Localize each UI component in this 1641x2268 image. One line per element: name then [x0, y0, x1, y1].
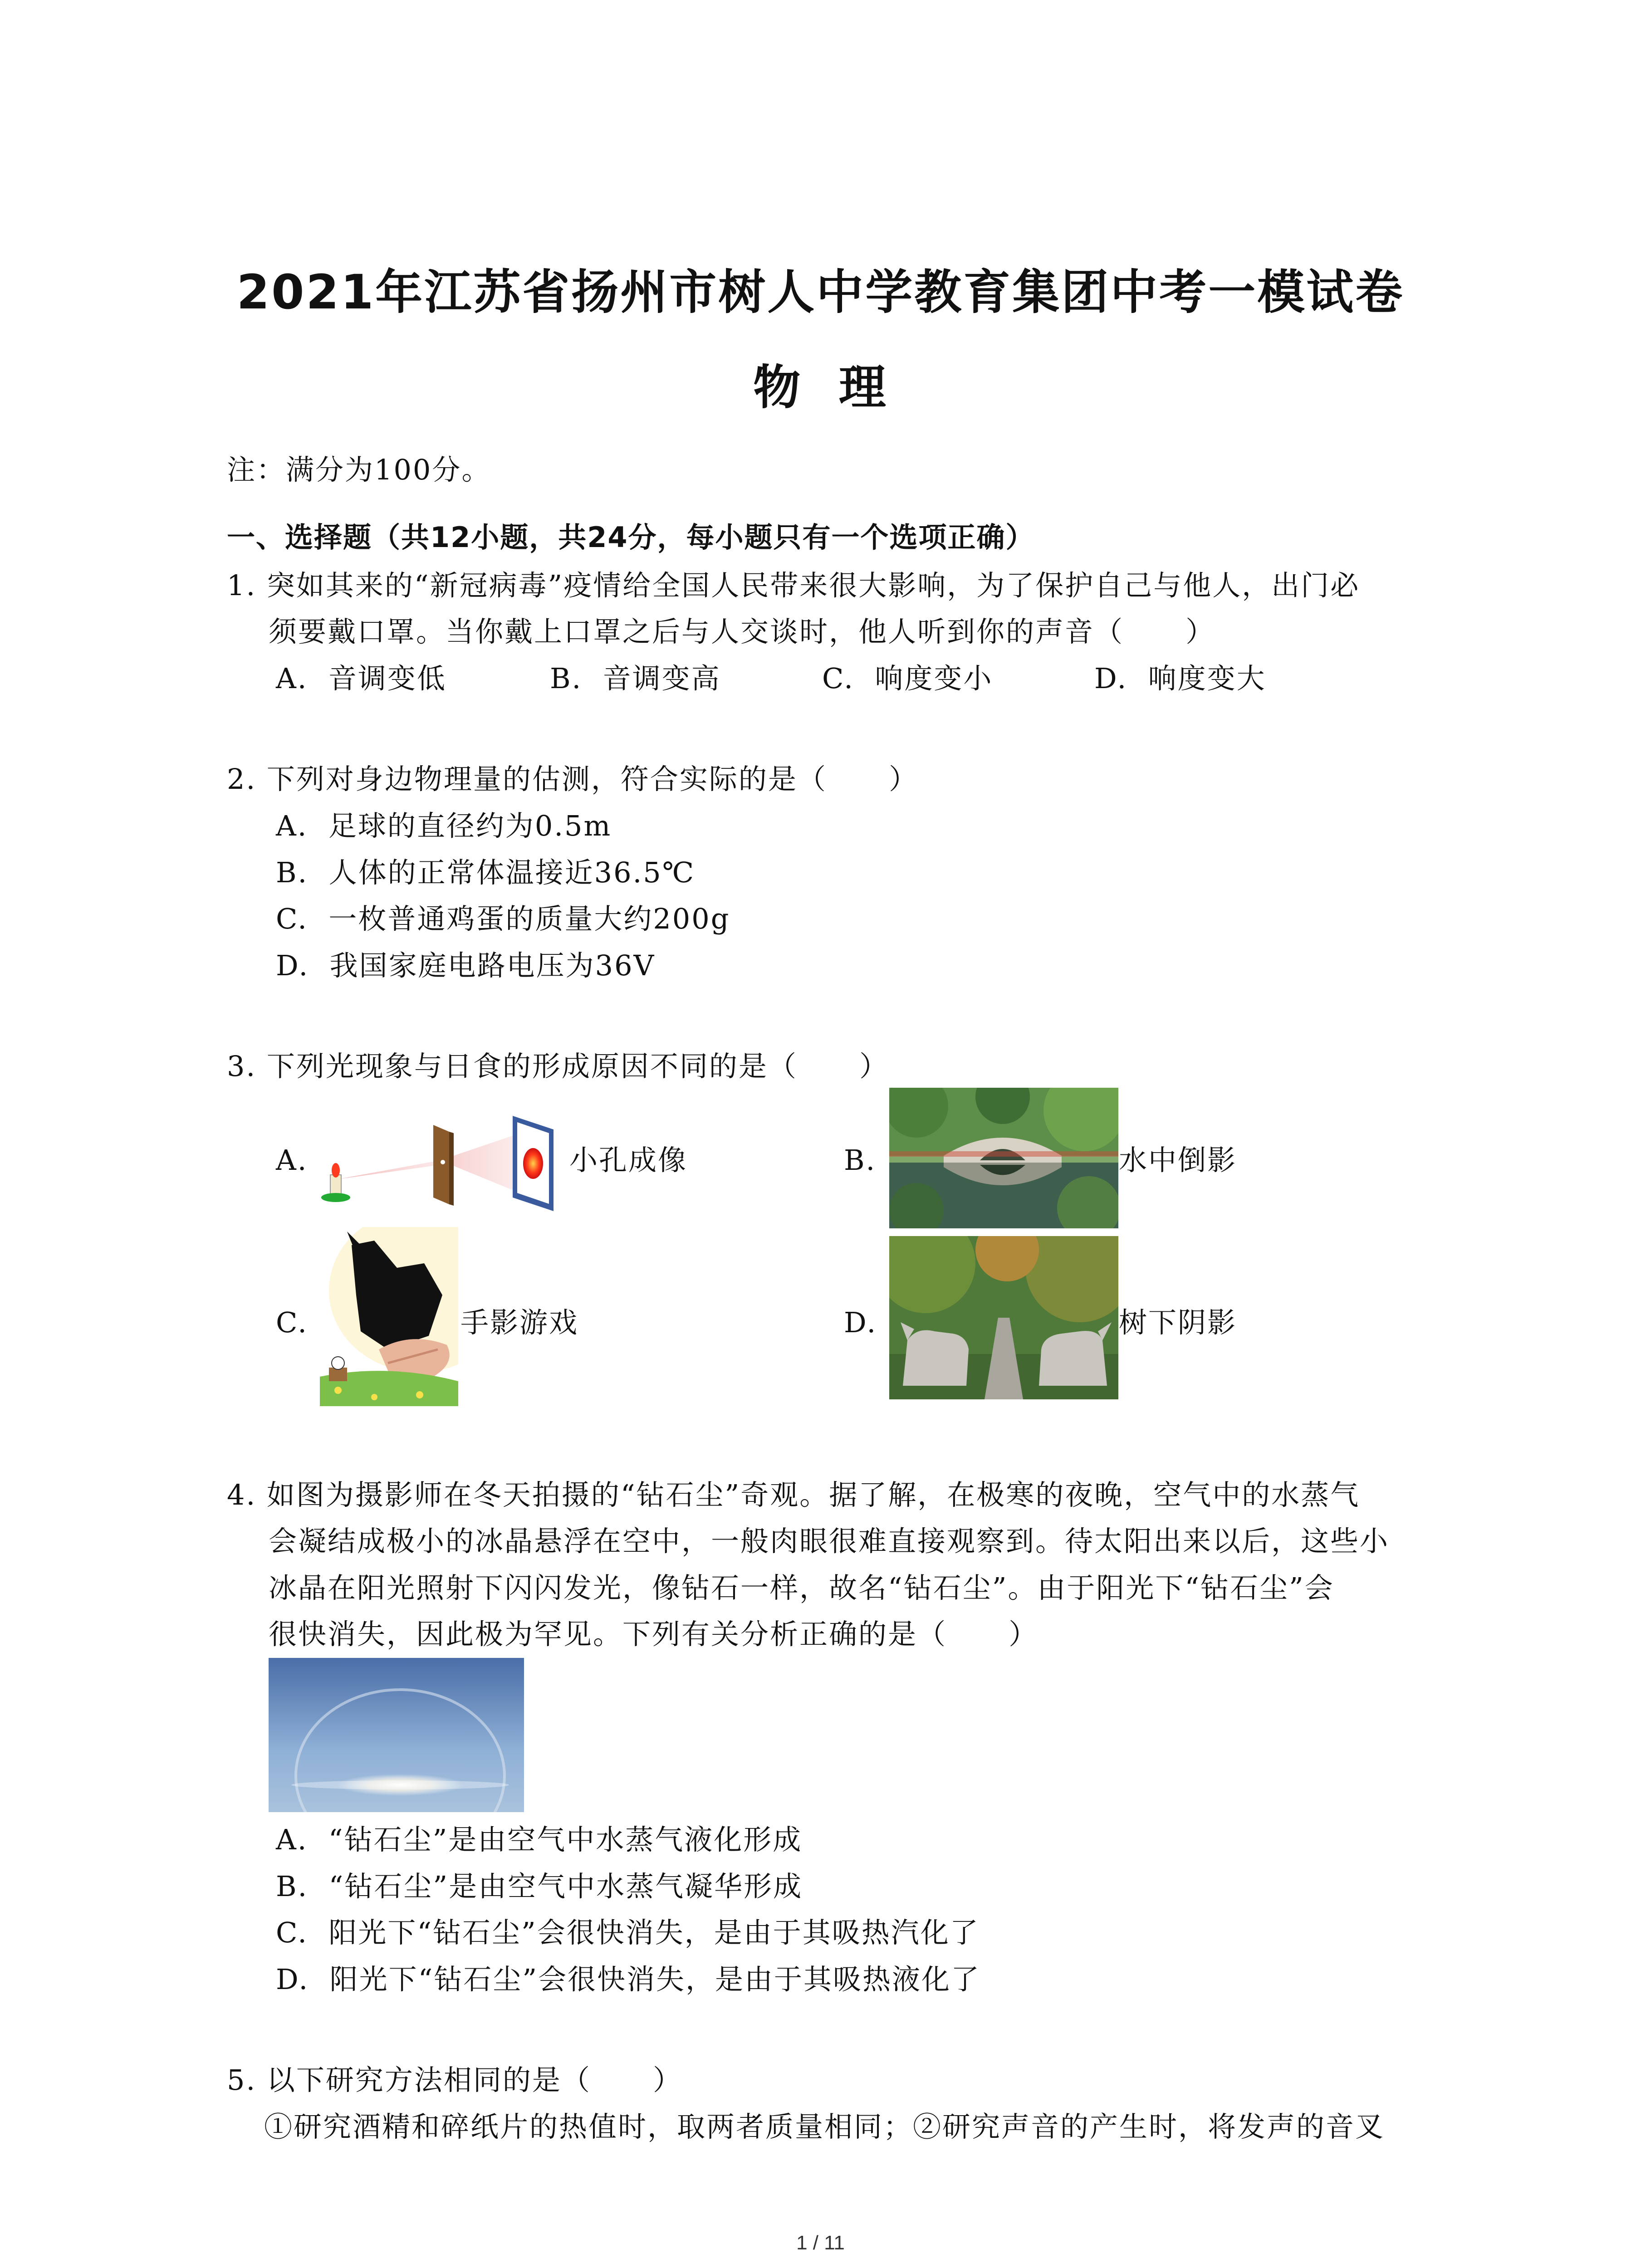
q4-line4: 很快消失，因此极为罕见。下列有关分析正确的是（ ） — [269, 1618, 1038, 1651]
q3-option-b-caption: 水中倒影 — [1119, 1144, 1237, 1177]
q4-option-b: B. “钻石尘”是由空气中水蒸气凝华形成 — [276, 1870, 803, 1903]
q4-line3: 冰晶在阳光照射下闪闪发光，像钻石一样，故名“钻石尘”。由于阳光下“钻石尘”会 — [269, 1571, 1334, 1604]
q3-option-c-caption: 手影游戏 — [460, 1306, 579, 1339]
q2-option-d: D. 我国家庭电路电压为36V — [276, 949, 656, 982]
q1-option-d: D. 响度变大 — [1094, 662, 1266, 695]
q4-option-a: A. “钻石尘”是由空气中水蒸气液化形成 — [276, 1823, 803, 1856]
q4-option-d: D. 阳光下“钻石尘”会很快消失，是由于其吸热液化了 — [276, 1963, 981, 1996]
q3-option-b-letter: B. — [844, 1144, 877, 1177]
q3-option-c-letter: C. — [276, 1306, 308, 1339]
q2-option-b: B. 人体的正常体温接近36.5℃ — [276, 856, 696, 889]
q1-line1: 1. 突如其来的“新冠病毒”疫情给全国人民带来很大影响，为了保护自己与他人，出门必 — [227, 569, 1360, 602]
reflection-in-water-icon — [889, 1088, 1118, 1228]
hand-shadow-icon — [320, 1227, 458, 1406]
exam-note: 注：满分为100分。 — [227, 453, 491, 486]
q2-option-c: C. 一枚普通鸡蛋的质量大约200g — [276, 902, 730, 935]
page-number: 1 / 11 — [796, 2232, 845, 2254]
exam-title: 2021年江苏省扬州市树人中学教育集团中考一模试卷 — [236, 264, 1405, 320]
section-heading: 一、选择题（共12小题，共24分，每小题只有一个选项正确） — [227, 521, 1035, 554]
q1-option-b: B. 音调变高 — [550, 662, 721, 695]
q1-line2: 须要戴口罩。当你戴上口罩之后与人交谈时，他人听到你的声音（ ） — [269, 615, 1215, 648]
q3-option-a-letter: A. — [276, 1144, 308, 1177]
q5-line2: ①研究酒精和碎纸片的热值时，取两者质量相同；②研究声音的产生时，将发声的音叉 — [264, 2110, 1385, 2143]
q3-stem: 3. 下列光现象与日食的形成原因不同的是（ ） — [227, 1050, 889, 1083]
q4-line2: 会凝结成极小的冰晶悬浮在空中，一般肉眼很难直接观察到。待太阳出来以后，这些小 — [269, 1525, 1390, 1558]
q1-option-c: C. 响度变小 — [822, 662, 993, 695]
q3-option-a-caption: 小孔成像 — [569, 1144, 688, 1177]
q2-stem: 2. 下列对身边物理量的估测，符合实际的是（ ） — [227, 763, 919, 796]
q3-option-d-letter: D. — [844, 1306, 877, 1339]
q3-option-d-caption: 树下阴影 — [1119, 1306, 1237, 1339]
q5-stem: 5. 以下研究方法相同的是（ ） — [227, 2063, 683, 2097]
q4-option-c: C. 阳光下“钻石尘”会很快消失，是由于其吸热汽化了 — [276, 1916, 980, 1949]
q1-option-a: A. 音调变低 — [276, 662, 446, 695]
tree-shadow-icon — [889, 1236, 1118, 1399]
diamond-dust-icon — [269, 1658, 524, 1812]
q2-option-a: A. 足球的直径约为0.5m — [276, 809, 612, 842]
q4-line1: 4. 如图为摄影师在冬天拍摄的“钻石尘”奇观。据了解，在极寒的夜晚，空气中的水蒸气 — [227, 1478, 1360, 1511]
pinhole-imaging-icon — [318, 1107, 572, 1216]
subject-title: 物 理 — [753, 360, 888, 415]
